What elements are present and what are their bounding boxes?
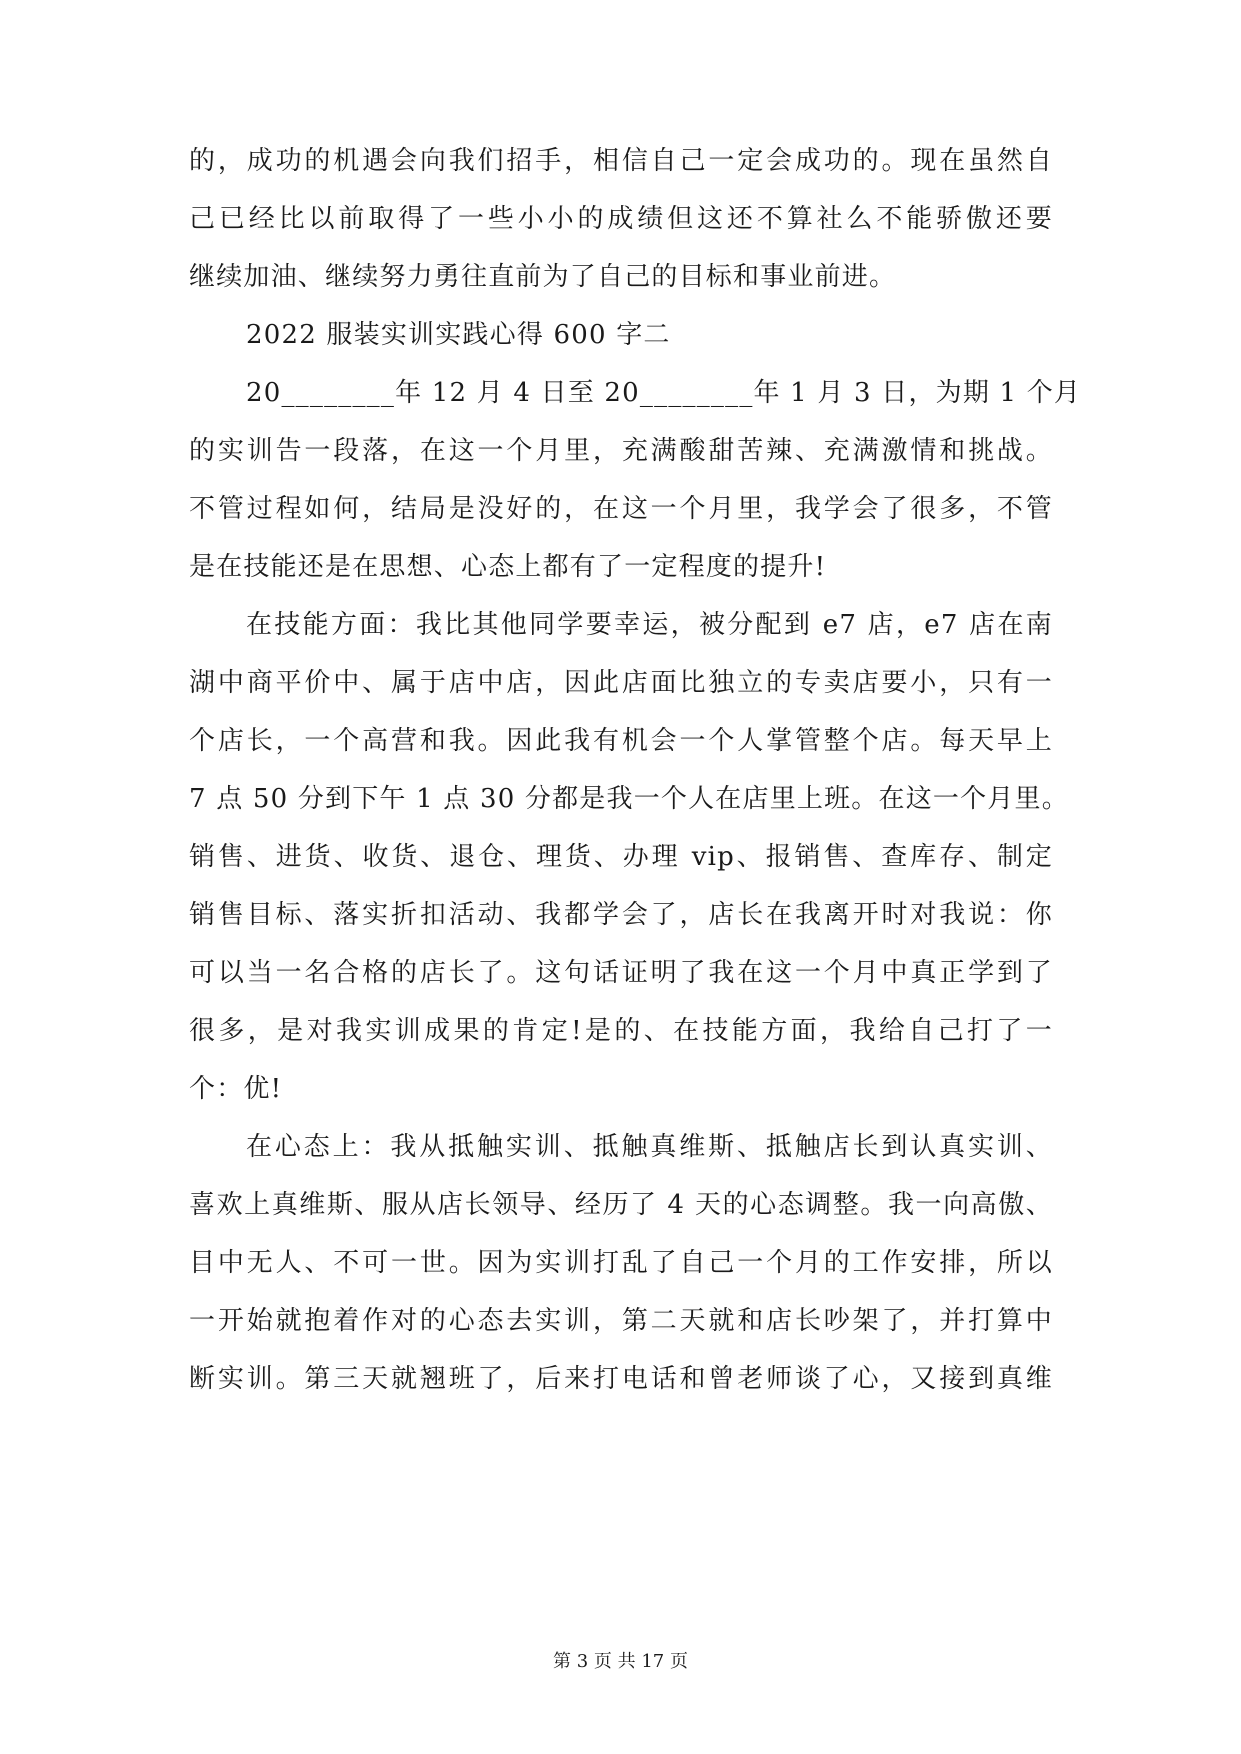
text-line: 的实训告一段落，在这一个月里，充满酸甜苦辣、充满激情和挑战。 — [189, 436, 1053, 466]
text-line: 个：优! — [189, 1074, 283, 1104]
text-line: 一开始就抱着作对的心态去实训，第二天就和店长吵架了，并打算中 — [189, 1306, 1053, 1336]
text-line: 继续加油、继续努力勇往直前为了自己的目标和事业前进。 — [189, 262, 897, 292]
text-line: 很多，是对我实训成果的肯定!是的、在技能方面，我给自己打了一 — [189, 1016, 1053, 1046]
text-line: 断实训。第三天就翘班了，后来打电话和曾老师谈了心，又接到真维 — [189, 1364, 1053, 1394]
section-heading: 2022 服装实训实践心得 600 字二 — [246, 320, 671, 350]
text-line: 可以当一名合格的店长了。这句话证明了我在这一个月中真正学到了 — [189, 958, 1053, 988]
text-line: 不管过程如何，结局是没好的，在这一个月里，我学会了很多，不管 — [189, 494, 1053, 524]
text-line: 的，成功的机遇会向我们招手，相信自己一定会成功的。现在虽然自 — [189, 146, 1053, 176]
page-number-footer: 第 3 页 共 17 页 — [553, 1651, 688, 1672]
text-line: 在技能方面：我比其他同学要幸运，被分配到 e7 店，e7 店在南 — [246, 610, 1053, 640]
text-line: 在心态上：我从抵触实训、抵触真维斯、抵触店长到认真实训、 — [246, 1132, 1053, 1162]
text-line: 是在技能还是在思想、心态上都有了一定程度的提升! — [189, 552, 827, 582]
text-line: 目中无人、不可一世。因为实训打乱了自己一个月的工作安排，所以 — [189, 1248, 1053, 1278]
text-line: 喜欢上真维斯、服从店长领导、经历了 4 天的心态调整。我一向高傲、 — [189, 1190, 1053, 1220]
text-line: 销售、进货、收货、退仓、理货、办理 vip、报销售、查库存、制定 — [189, 842, 1053, 872]
text-line: 7 点 50 分到下午 1 点 30 分都是我一个人在店里上班。在这一个月里。 — [189, 784, 1069, 814]
text-line: 销售目标、落实折扣活动、我都学会了，店长在我离开时对我说：你 — [189, 900, 1053, 930]
text-line: 个店长，一个高营和我。因此我有机会一个人掌管整个店。每天早上 — [189, 726, 1053, 756]
text-line: 20________年 12 月 4 日至 20________年 1 月 3 日，为期 1 个月 — [246, 378, 1082, 408]
text-line: 湖中商平价中、属于店中店，因此店面比独立的专卖店要小，只有一 — [189, 668, 1053, 698]
text-line: 己已经比以前取得了一些小小的成绩但这还不算社么不能骄傲还要 — [189, 204, 1053, 234]
